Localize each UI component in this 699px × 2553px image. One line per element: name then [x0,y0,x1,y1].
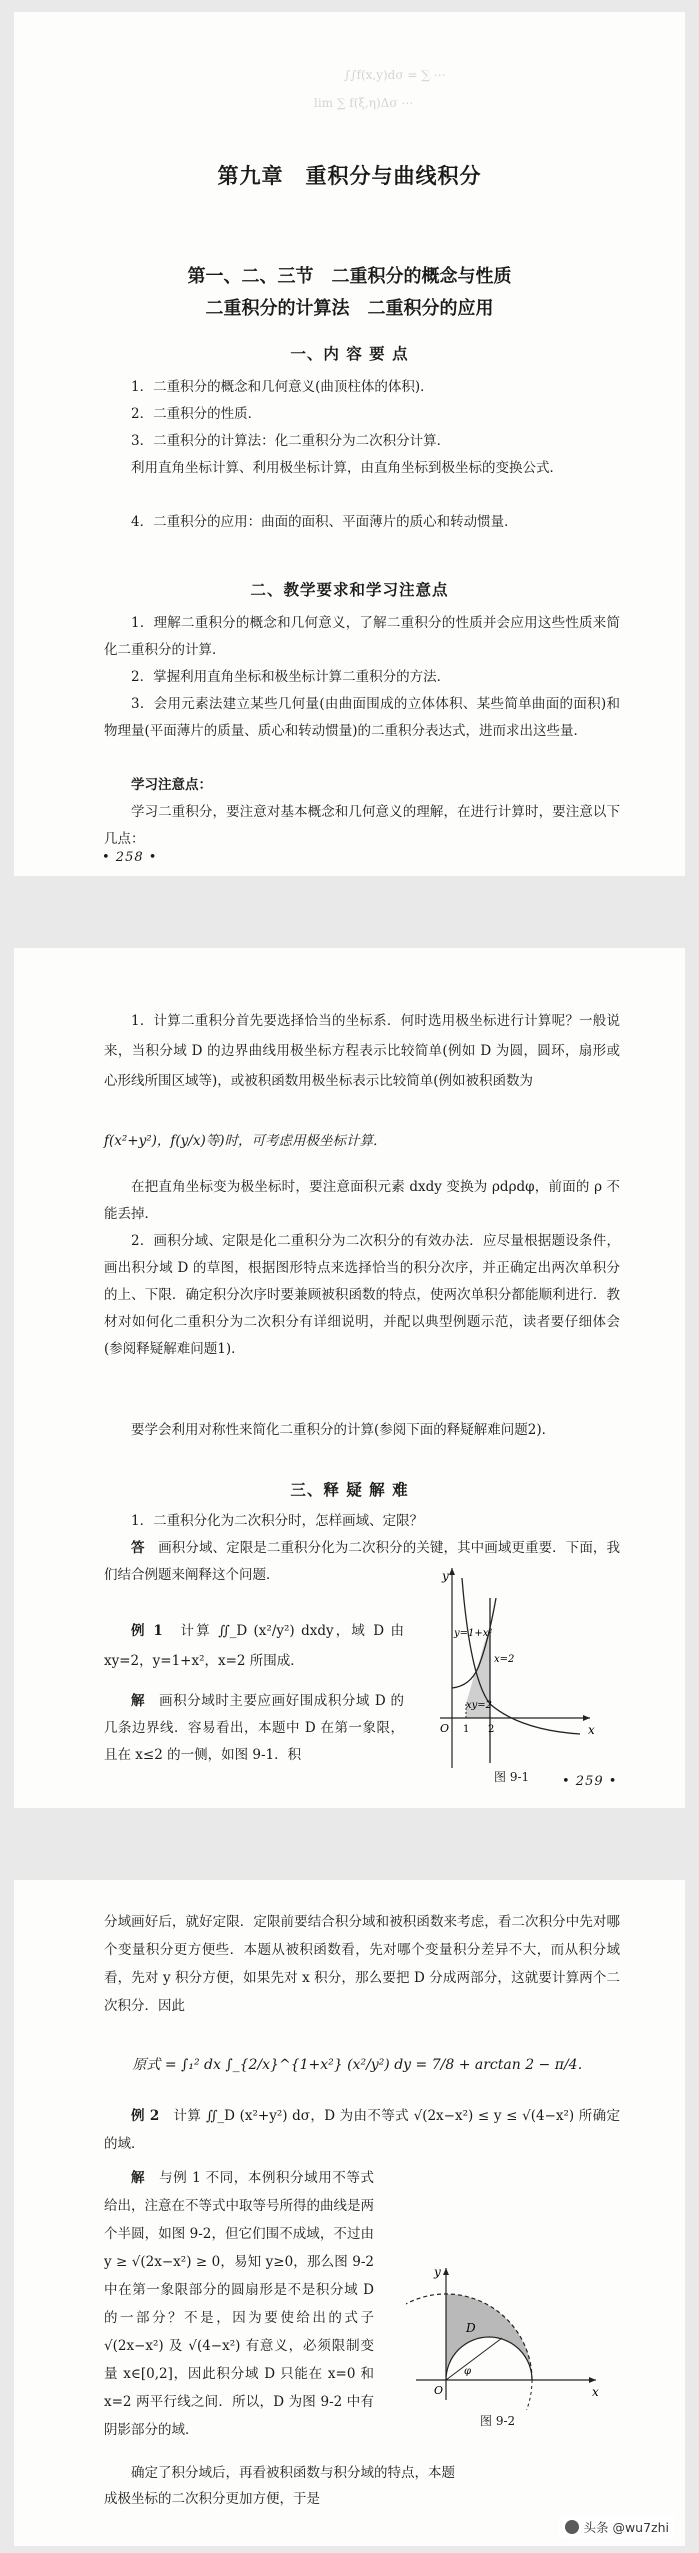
watermark-badge [559,2516,675,2538]
para-polar-choice: 确定了积分域后，再看被积函数与积分域的特点，本题 [131,2465,455,2481]
fig2-caption: 图 9-2 [480,2414,516,2428]
example1-text: 计算 ∬_D (x²/y²) dxdy，域 D 由 xy=2，y=1+x²，x=2 所围成． [104,1623,405,1669]
page-258 [14,12,685,876]
section-title-line-1: 第一、二、三节 二重积分的概念与性质 [187,266,512,287]
semicircle-large-lower [406,2380,532,2410]
solution-2 [104,2164,374,2444]
page-259 [14,948,685,1808]
fig2-origin: O [434,2384,444,2397]
page-260 [14,1880,685,2546]
question-1: 1．二重积分化为二次积分时，怎样画域、定限？ [131,1513,424,1529]
fig1-tick-1: 1 [463,1724,470,1735]
point-2: 2．二重积分的性质． [131,406,262,422]
para-region-limits: 2．画积分域、定限是化二重积分为二次积分的有效办法．应尽量根据题设条件，画出积分域 D 的草图，根据图形特点来选择恰当的积分次序，并正确定出两次单积分的上、下限．确定积分次序时要兼顾被积函数的特点，使两次单积分都能顺利进行．教材对如何化二重积分为二次积分有详细说明，并配以典型例题示范，读者要仔细体会(参阅释疑解难问题1)． [104,1233,620,1357]
chapter-title: 第九章 重积分与曲线积分 [217,163,482,188]
fig1-y-label: y [442,1569,449,1583]
point-4: 4．二重积分的应用：曲面的面积、平面薄片的质心和转动惯量． [131,514,518,530]
fig1-origin: O [440,1722,450,1735]
solution1-label: 解 [131,1693,146,1709]
section-title-line-2: 二重积分的计算法 二重积分的应用 [205,298,494,319]
answer-label: 答 [131,1540,145,1556]
para-area-element: 在把直角坐标变为极坐标时，要注意面积元素 dxdy 变换为 ρdρdφ，前面的 ρ 不能丢掉． [104,1179,620,1222]
figure-9-1 [430,1558,610,1778]
x-axis-arrow [583,1715,590,1721]
example1-label: 例 1 [131,1623,163,1639]
requirement-3: 3．会用元素法建立某些几何量(由曲面围成的立体体积、某些简单曲面的面积)和物理量(平面薄片的质量、质心和转动惯量)的二重积分表达式，进而求出这些量． [104,696,620,739]
bleed-through-ghost: ∫∫f(x,y)dσ = ∑ ⋯ [344,68,446,82]
solution1-text: 画积分域时主要应画好围成积分域 D 的几条边界线．容易看出，本题中 D 在第一象限，且在 x≤2 的一侧，如图 9-1．积 [104,1693,405,1763]
example-1 [104,1616,404,1676]
example2-text: 计算 ∬_D (x²+y²) dσ，D 为由不等式 √(2x−x²) ≤ y ≤ √(4−x²) 所确定的域． [104,2108,621,2152]
fig1-hyperbola-label: xy=2 [466,1700,493,1711]
heading-faq: 三、释 疑 解 难 [290,1480,409,1499]
example-2 [104,2102,620,2158]
fig2-x-label: x [592,2385,599,2399]
fig1-x-label: x [588,1723,595,1737]
point-3: 3．二重积分的计算法：化二重积分为二次积分计算． [131,433,451,449]
study-notes-intro: 学习二重积分，要注意对基本概念和几何意义的理解，在进行计算时，要注意以下几点： [104,804,620,847]
para-choose-coordinates: 1．计算二重积分首先要选择恰当的坐标系．何时选用极坐标进行计算呢？一般说来，当积分域 D 的边界曲线用极坐标方程表示比较简单(例如 D 为圆，圆环，扇形或心形线所围区域等)，或被积函数用极坐标表示比较简单(例如被积函数为 [104,1013,620,1089]
example2-label: 例 2 [131,2108,160,2124]
requirement-2: 2．掌握利用直角坐标和极坐标计算二重积分的方法． [131,669,451,685]
study-notes-label: 学习注意点： [131,777,212,793]
fig1-tick-2: 2 [488,1724,495,1735]
y-axis-arrow [449,1568,455,1575]
point-1: 1．二重积分的概念和几何意义(曲顶柱体的体积)． [131,379,434,395]
formula-result-1: 原式 = ∫₁² dx ∫_{2/x}^{1+x²} (x²/y²) dy = 7/8 + arctan 2 − π/4． [132,2057,592,2073]
solution-1 [104,1688,404,1769]
page-number: • 258 • [102,850,158,865]
watermark-logo-icon [565,2520,579,2534]
para-limits-order: 分域画好后，就好定限．定限前要结合积分域和被积函数来考虑，看二次积分中先对哪个变量积分更方便些．本题从被积函数看，先对哪个变量积分差异不大，而从积分域看，先对 y 积分方便，如果先对 x 积分，那么要把 D 分成两部分，这就要计算两个二次积分．因此 [104,1914,620,2014]
bleed-through-ghost: lim ∑ f(ξ,η)Δσ ⋯ [314,96,414,110]
fig2-y-label: y [434,2265,441,2279]
answer-text: 画积分域、定限是二重积分化为二次积分的关键，其中画域更重要．下面，我们结合例题来阐释这个问题． [104,1540,621,1583]
fig1-line-label: x=2 [494,1654,515,1665]
point-3-detail: 利用直角坐标计算、利用极坐标计算，由直角坐标到极坐标的变换公式． [131,460,563,476]
requirement-1: 1．理解二重积分的概念和几何意义，了解二重积分的性质并会应用这些性质来简化二重积分的计算． [104,615,620,658]
heading-content-points: 一、内 容 要 点 [290,344,409,363]
fig1-parabola-label: y=1+x² [454,1628,493,1639]
fig1-caption: 图 9-1 [494,1770,530,1784]
para-polar-examples: f(x²+y²)，f(y/x)等)时，可考虑用极坐标计算． [104,1133,387,1149]
para-polar-choice-2: 成极坐标的二次积分更加方便，于是 [104,2491,320,2507]
heading-requirements: 二、教学要求和学习注意点 [250,580,449,599]
watermark-text: 头条 @wu7zhi [583,2520,669,2535]
fig2-angle-label: φ [464,2366,472,2377]
y-axis-arrow [443,2268,449,2275]
para-symmetry: 要学会利用对称性来简化二重积分的计算(参阅下面的释疑解难问题2)． [131,1422,556,1438]
solution2-text: 与例 1 不同，本例积分域用不等式给出，注意在不等式中取等号所得的曲线是两个半圆，如图 9-2，但它们围不成域，不过由 y ≥ √(2x−x²) ≥ 0，易知 y≥0，那么图 9-2 中在第一象限部分的圆扇形是不是积分域 D 的一部分？不是，因为要使给出的式子 √(2x−x²) 及 √(4−x²) 有意义，必须限制变量 x∈[0,2]，因此积分域 D 只能在 x=0 和 x=2 两平行线之间．所以，D 为图 9-2 中有阴影部分的域． [104,2170,374,2438]
solution2-label: 解 [131,2170,146,2186]
page-number: • 259 • [562,1774,618,1789]
figure-9-2 [406,2260,606,2410]
x-axis-arrow [589,2377,596,2383]
fig2-region-label: D [466,2321,476,2335]
